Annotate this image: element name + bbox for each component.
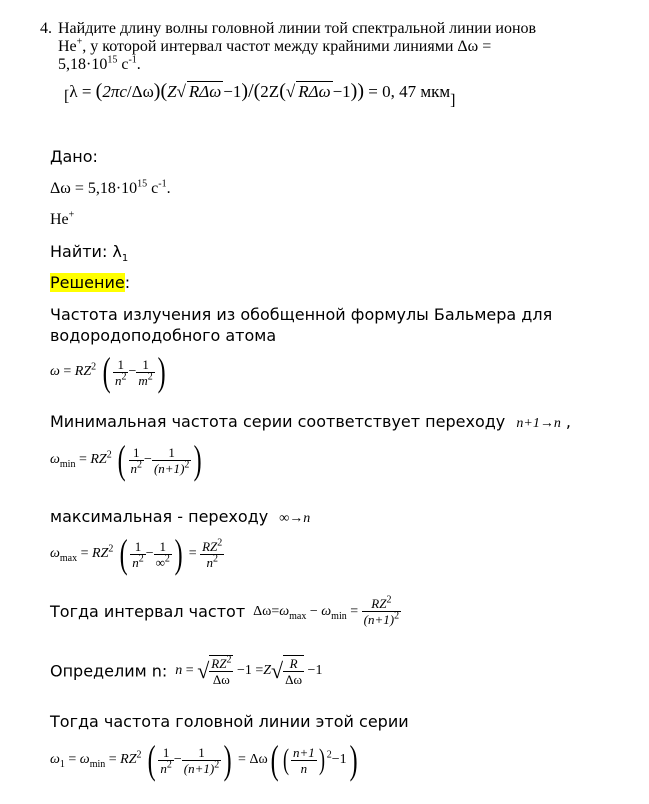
f4-omega-min: ω (321, 603, 332, 619)
given-dw (50, 180, 171, 198)
f6-frac2-den: $(n+1)^2$ (183, 759, 220, 776)
text-max-transition: ∞→n (279, 511, 311, 526)
f6-dw: Δω (249, 752, 268, 767)
text-max-words: максимальная - переходу (50, 507, 269, 526)
f5-n: n (175, 663, 183, 679)
f3-rz (92, 543, 114, 561)
f5-eq2: = (255, 663, 264, 679)
f6-paren2-close: ) (349, 737, 358, 782)
bracket-open: [ (64, 88, 70, 105)
f4-rz: RZ (371, 596, 387, 611)
f6-n: n (160, 760, 167, 776)
f6-rz (120, 749, 142, 767)
formula-balmer (50, 349, 168, 398)
f1-m: m (138, 372, 148, 388)
f6-eq: = (68, 752, 77, 767)
f6-n-exp: 2 (166, 759, 172, 771)
interval-text: Тогда интервал частот (50, 602, 246, 621)
given-ion-symbol: He (50, 211, 69, 228)
determine-n-line (50, 655, 322, 699)
interval-line (50, 596, 401, 642)
f6-omega-min-sym: ω (79, 752, 90, 767)
f2-rz-exp: 2 (106, 449, 112, 461)
f2-rz-text: RZ (90, 452, 107, 467)
f3-frac3-num (200, 539, 224, 554)
f2-omega (50, 452, 76, 470)
f6-rz-exp: 2 (136, 749, 142, 761)
f5-frac1-den: Δω (209, 671, 233, 687)
f4-rz-exp: 2 (386, 594, 392, 606)
f4-frac-den: $(n+1)^2$ (363, 610, 400, 627)
f6-paren3-close: ) (318, 743, 325, 776)
f6-paren-open: ( (147, 737, 156, 782)
f1-frac2-den (136, 372, 154, 388)
eq-sign: = (81, 82, 92, 101)
f3-rz-exp: 2 (108, 543, 114, 555)
f5-eq: = (185, 663, 194, 679)
f6-np1: n+1 (188, 760, 210, 776)
f6-eq2: = (108, 752, 117, 767)
f1-frac1-num: 1 (117, 356, 124, 372)
f6-frac3-den: n (291, 760, 317, 776)
f6-sq: 2 (326, 749, 332, 761)
f1-rz-text: RZ (74, 364, 92, 379)
f3-omega (50, 546, 78, 564)
f2-omega-sub: min (59, 458, 76, 470)
f2-frac1-num: 1 (133, 444, 140, 460)
f6-frac-1 (158, 745, 174, 776)
f3-frac-2 (154, 539, 172, 570)
answer-formula: [λ = (2πc/Δω)(Z√ RΔω −1)/(2Z(√ RΔω −1)) = 0, 47 мкм] (64, 80, 456, 109)
f2-frac-2 (152, 445, 191, 476)
f3-frac1-num: 1 (134, 538, 142, 554)
f4-frac-num (362, 596, 401, 611)
f2-rz (90, 449, 112, 467)
given-ion-charge: + (68, 209, 75, 221)
given-dw-text: Δω = 5,18·10 (50, 180, 138, 197)
f2-eq: = (78, 452, 87, 467)
f4-omega-max: ω (279, 603, 290, 619)
f6-paren-close: ) (223, 737, 232, 782)
f1-frac-1 (113, 357, 129, 388)
f4-np1-exp: 2 (394, 610, 400, 622)
problem-number: 4. (40, 20, 52, 37)
given-label: Дано: (50, 147, 98, 166)
determine-n-text: Определим n: (50, 661, 168, 681)
two-pi-c: 2πc (102, 82, 127, 101)
dw-unit: с (117, 56, 129, 73)
f1-frac1-den (113, 372, 129, 388)
dw-unit-exp: -1 (128, 54, 137, 66)
solution-colon: : (124, 273, 131, 292)
text-head-line: Тогда частота головной линии этой серии (50, 712, 409, 731)
f3-inf-exp: 2 (164, 553, 170, 565)
f6-frac2-num: 1 (198, 744, 205, 760)
f6-omega1 (50, 752, 65, 770)
problem-line-3 (58, 56, 632, 74)
minus-one-b: −1 (332, 82, 351, 101)
f3-frac3-den (200, 554, 224, 570)
f5-sqrt-2: √ (271, 658, 284, 683)
bracket-close: ] (450, 92, 456, 109)
answer-value: = 0, 47 (368, 82, 417, 101)
f6-omega1-sym: ω (50, 752, 60, 767)
find-line (50, 242, 129, 265)
f6-omega-min-sub: min (89, 758, 106, 770)
f1-rz-exp: 2 (91, 361, 97, 373)
text-min-words: Минимальная частота серии соответствует переходу (50, 412, 506, 431)
formula-omega-1 (50, 737, 360, 794)
f3-frac3-n-exp: 2 (212, 553, 218, 565)
f5-frac-2 (283, 655, 304, 687)
f4-max: max (289, 610, 307, 622)
f4-np1: n+1 (367, 612, 390, 627)
f4-min: min (331, 610, 347, 622)
find-text: Найти: λ (50, 242, 122, 261)
f5-frac2-den: Δω (285, 672, 303, 687)
dw-period: . (136, 56, 141, 73)
f2-frac-1 (129, 445, 145, 476)
text-balmer-2: водородоподобного атома (50, 326, 277, 345)
text-balmer-1: Частота излучения из обобщенной формулы Бальмера для (50, 305, 553, 324)
f3-paren-open: ( (119, 531, 128, 576)
f2-frac2-den: $(n+1)^2$ (153, 459, 190, 476)
f3-inf: ∞ (155, 554, 165, 570)
minus-one-a: −1 (223, 82, 242, 101)
f5-sqrt-1: √ (197, 658, 210, 683)
f1-n-exp: 2 (121, 371, 127, 383)
f3-frac2-num: 1 (159, 538, 166, 554)
text-min-transition: n+1→n (516, 416, 561, 431)
text-max (50, 507, 310, 527)
formula-omega-max (50, 531, 224, 584)
f6-minus-one: −1 (331, 752, 347, 767)
f5-frac-1 (209, 655, 233, 687)
find-sub: 1 (121, 253, 129, 265)
f2-n: n (130, 460, 138, 476)
f3-omega-sub: max (59, 552, 78, 564)
problem-text-1: Найдите длину волны головной линии той спектральной линии ионов (58, 20, 537, 37)
f4-minus: − (309, 603, 318, 619)
f6-omega1-sub: 1 (59, 758, 65, 770)
text-min-comma: , (565, 412, 572, 431)
f1-frac2-num: 1 (142, 356, 149, 372)
f6-omega-min (79, 752, 106, 770)
dw-exp: 15 (107, 54, 118, 66)
rdw-b: RΔω (298, 82, 331, 101)
f3-omega-sym: ω (50, 546, 60, 561)
f6-paren2-open: ( (270, 737, 279, 782)
f1-omega: ω (50, 364, 60, 379)
f2-n-exp: 2 (137, 459, 143, 471)
given-dw-exp: 15 (137, 178, 148, 190)
paren-a: ( (95, 80, 103, 102)
ion-charge: + (76, 36, 83, 48)
problem-text-2: , у которой интервал частот между крайними линиями Δω = (82, 38, 492, 55)
f3-frac3-rz: RZ (202, 538, 218, 554)
f2-paren-open: ( (117, 437, 126, 482)
problem-line-2 (58, 38, 632, 56)
f2-frac1-den (129, 460, 145, 476)
f5-minus-one-2: −1 (307, 663, 323, 679)
f2-np1-exp: 2 (184, 459, 190, 471)
lambda-symbol: λ (69, 82, 78, 101)
f3-rz-text: RZ (92, 546, 109, 561)
f6-paren3-open: ( (282, 743, 289, 776)
f4-frac (362, 596, 401, 627)
text-min (50, 412, 571, 432)
solution-heading (50, 273, 130, 292)
f2-minus: − (144, 452, 152, 467)
f4-eq: = (271, 603, 280, 619)
ion-symbol: He (58, 38, 77, 55)
f3-frac2-den (154, 554, 172, 570)
f3-frac-1 (130, 539, 146, 570)
f3-eq: = (80, 546, 89, 561)
f6-frac1-num: 1 (162, 744, 170, 760)
f3-n: n (132, 554, 139, 570)
f5-rz-exp: 2 (226, 654, 232, 666)
f1-n: n (114, 372, 122, 388)
f6-frac1-den (158, 760, 174, 776)
answer-unit: мкм (420, 82, 451, 101)
f3-frac1-den (130, 554, 146, 570)
given-ion (50, 211, 74, 229)
f6-frac-3 (291, 745, 317, 776)
f6-np1-exp: 2 (214, 759, 220, 771)
f1-paren-open: ( (102, 349, 111, 394)
f1-minus: − (128, 364, 137, 379)
f6-minus: − (173, 752, 182, 767)
f6-frac-2 (182, 745, 221, 776)
f5-minus-one: −1 (236, 663, 252, 679)
z-a: Z (167, 82, 177, 101)
f3-frac3-n: n (206, 554, 213, 570)
f1-m-exp: 2 (147, 371, 153, 383)
f5-frac1-num (209, 656, 233, 671)
given-dw-period: . (166, 180, 171, 197)
given-dw-unit: с (147, 180, 159, 197)
two-z: 2Z (260, 82, 280, 101)
f2-paren-close: ) (194, 437, 203, 482)
solution-label: Решение (50, 273, 125, 292)
problem-statement (40, 20, 632, 74)
given-dw-unit-exp: -1 (158, 178, 167, 190)
f4-dw: Δω (253, 603, 272, 619)
f3-eq2: = (188, 546, 197, 561)
delta-omega-a: Δω (131, 82, 154, 101)
f2-frac2-num: 1 (168, 444, 175, 460)
f3-frac3-rz-exp: 2 (217, 537, 223, 549)
f5-frac2-num: R (289, 656, 298, 671)
dw-value: 5,18·10 (58, 56, 108, 73)
f3-paren-close: ) (174, 531, 183, 576)
f2-omega-sym: ω (50, 452, 60, 467)
f6-eq3: = (238, 752, 246, 767)
f1-eq: = (63, 364, 72, 379)
f2-np1: n+1 (158, 460, 181, 476)
f4-eq2: = (350, 603, 359, 619)
f6-rz-text: RZ (120, 752, 137, 767)
rdw-a: RΔω (188, 82, 222, 101)
f3-frac-3 (200, 539, 224, 570)
f3-minus: − (145, 546, 154, 561)
problem-line-1 (58, 20, 632, 38)
formula-omega-min (50, 437, 205, 492)
f5-z: Z (263, 663, 272, 679)
f3-n-exp: 2 (138, 553, 144, 565)
interval-formula (253, 594, 401, 627)
f1-paren-close: ) (157, 349, 166, 394)
f6-frac3-num: n+1 (292, 744, 315, 760)
f5-rz: RZ (211, 656, 227, 671)
f1-frac-2 (136, 357, 154, 388)
f1-rz (74, 361, 97, 379)
